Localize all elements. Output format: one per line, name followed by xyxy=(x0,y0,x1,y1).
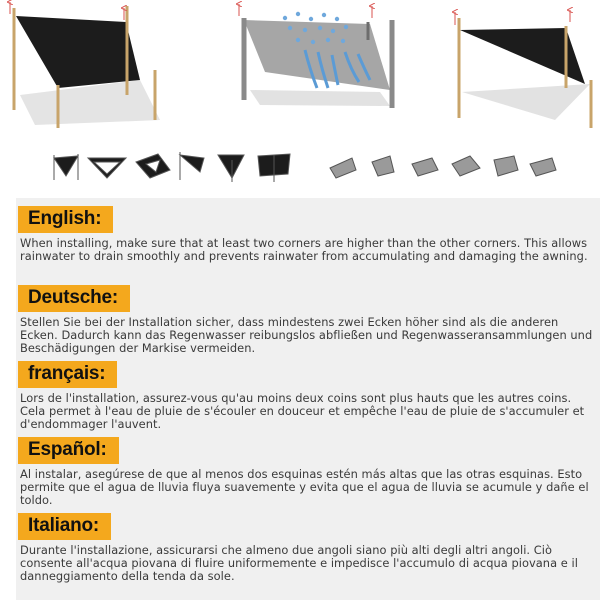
section-francais xyxy=(18,361,598,431)
install-angle-icons xyxy=(330,156,556,178)
installation-illustration xyxy=(0,0,600,195)
language-label: Deutsche: xyxy=(18,285,130,312)
language-label: Español: xyxy=(18,437,119,464)
section-italiano xyxy=(18,513,598,583)
instruction-text: Lors de l'installation, assurez-vous qu'au moins deux coins sont plus hauts que les autres coins. Cela permet à l'eau de pluie de s'écouler en douceur et empêche l'eau de pluie de s'accumuler et d'endommager l'auvent. xyxy=(20,391,585,431)
instruction-text: Stellen Sie bei der Installation sicher, dass mindestens zwei Ecken höher sind als die anderen Ecken. Dadurch kann das Regenwasser reibungslos abfließen und Regenwasseransammlungen und Beschädigungen der Markise vermeiden. xyxy=(20,315,593,355)
triangle-shade-icon xyxy=(455,10,591,128)
language-label: français: xyxy=(18,361,117,388)
section-deutsche xyxy=(18,285,598,355)
rain-runoff-icon xyxy=(239,4,392,108)
instruction-text: Durante l'installazione, assicurarsi che almeno due angoli siano più alti degli altri angoli. Ciò consente all'acqua piovana di fluire uniformemente e impedisce l'accumulo di acqua piovana e il danneggiamento della tenda da sole. xyxy=(20,543,578,583)
instruction-text: When installing, make sure that at least two corners are higher than the other corners. This allows rainwater to drain smoothly and prevents rainwater from accumulating and damaging the awning. xyxy=(20,236,588,263)
language-label: English: xyxy=(18,206,113,233)
language-label: Italiano: xyxy=(18,513,111,540)
section-espanol xyxy=(18,437,598,507)
rectangle-shade-icon xyxy=(10,2,160,128)
instruction-text: Al instalar, asegúrese de que al menos dos esquinas estén más altas que las otras esquinas. Esto permite que el agua de lluvia fluya suavemente y evita que el agua de lluvia se acumule y dañe el toldo. xyxy=(20,467,589,507)
section-english xyxy=(18,206,598,263)
shade-pattern-icons xyxy=(54,152,290,182)
